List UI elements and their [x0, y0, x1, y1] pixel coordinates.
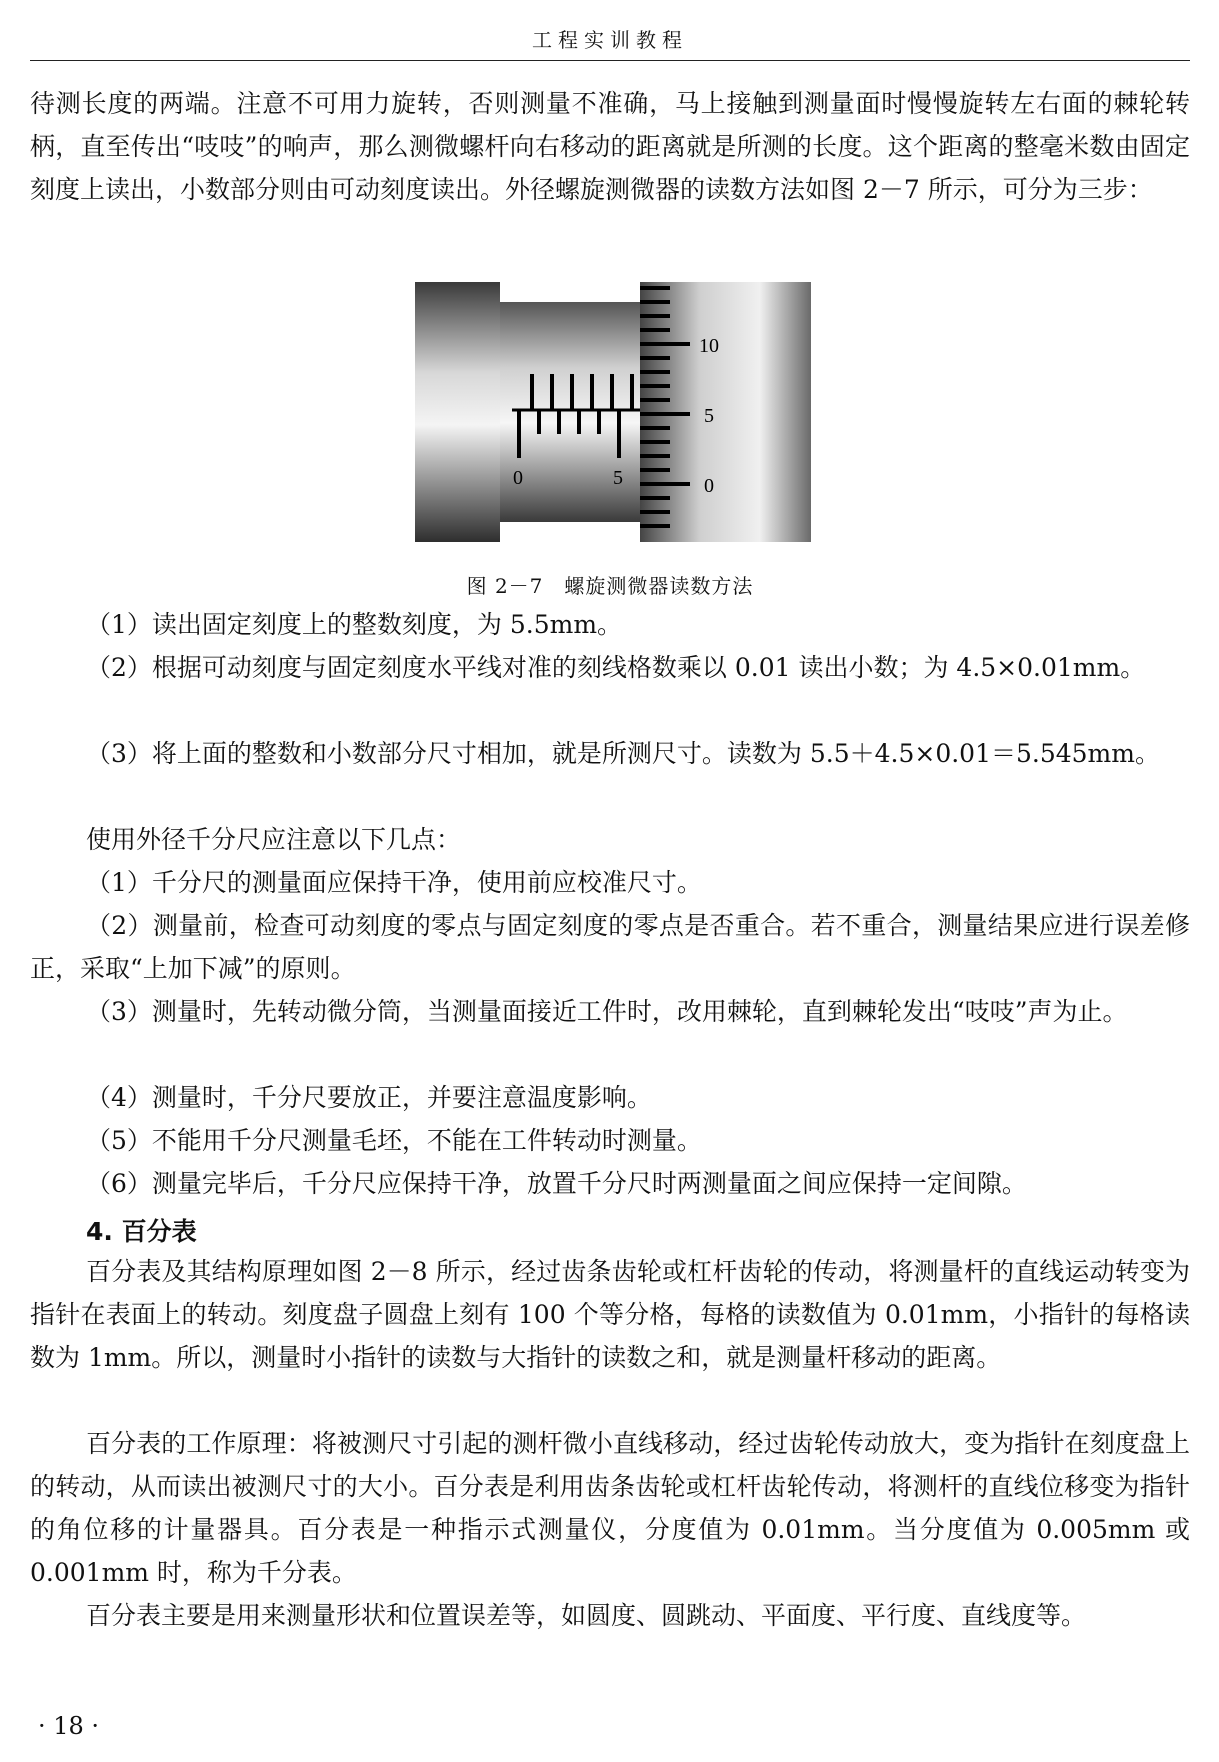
sleeve-label-0: 0 — [513, 467, 523, 489]
note-5: （5）不能用千分尺测量毛坯，不能在工件转动时测量。 — [86, 1126, 702, 1155]
sleeve-label-5: 5 — [613, 467, 623, 489]
note-2: （2）测量前，检查可动刻度的零点与固定刻度的零点是否重合。若不重合，测量结果应进行误差修正，采取“上加下减”的原则。 — [30, 911, 1190, 983]
notes-intro: 使用外径千分尺应注意以下几点： — [86, 825, 462, 854]
paragraph-dial-indicator-uses: 百分表主要是用来测量形状和位置误差等，如圆度、圆跳动、平面度、平行度、直线度等。 — [86, 1601, 1087, 1630]
thimble-label-5: 5 — [704, 405, 714, 427]
page-number: · 18 · — [38, 1712, 100, 1740]
note-6: （6）测量完毕后，千分尺应保持干净，放置千分尺时两测量面之间应保持一定间隙。 — [86, 1169, 1027, 1198]
paragraph-intro: 待测长度的两端。注意不可用力旋转，否则测量不准确，马上接触到测量面时慢慢旋转左右面的棘轮转柄，直至传出“吱吱”的响声，那么测微螺杆向右移动的距离就是所测的长度。这个距离的整毫米数由固定刻度上读出，小数部分则由可动刻度读出。外径螺旋测微器的读数方法如图 2－7 所示，可分为三步： — [30, 89, 1190, 204]
thimble-label-10: 10 — [699, 335, 719, 357]
paragraph-dial-indicator-structure: 百分表及其结构原理如图 2－8 所示，经过齿条齿轮或杠杆齿轮的传动，将测量杆的直线运动转变为指针在表面上的转动。刻度盘子圆盘上刻有 100 个等分格，每格的读数值为 0.01mm，小指针的每格读数为 1mm。所以，测量时小指针的读数与大指针的读数之和，就是测量杆移动的距离。 — [30, 1257, 1190, 1372]
step-2: （2）根据可动刻度与固定刻度水平线对准的刻线格数乘以 0.01 读出小数；为 4.5×0.01mm。 — [86, 653, 1146, 682]
note-1: （1）千分尺的测量面应保持干净，使用前应校准尺寸。 — [86, 868, 702, 897]
thimble-label-0: 0 — [704, 475, 714, 497]
step-1: （1）读出固定刻度上的整数刻度，为 5.5mm。 — [86, 610, 623, 639]
paragraph-dial-indicator-principle: 百分表的工作原理：将被测尺寸引起的测杆微小直线移动，经过齿轮传动放大，变为指针在刻度盘上的转动，从而读出被测尺寸的大小。百分表是利用齿条齿轮或杠杆齿轮传动，将测杆的直线位移变为指针的角位移的计量器具。百分表是一种指示式测量仪，分度值为 0.01mm。当分度值为 0.005mm 或 0.001mm 时，称为千分表。 — [30, 1429, 1190, 1587]
section-heading-dial-indicator: 4. 百分表 — [86, 1217, 197, 1246]
figure-caption: 图 2－7 螺旋测微器读数方法 — [466, 574, 754, 598]
step-3: （3）将上面的整数和小数部分尺寸相加，就是所测尺寸。读数为 5.5＋4.5×0.01＝5.545mm。 — [86, 739, 1160, 768]
anvil-frame — [415, 282, 500, 542]
micrometer-figure — [415, 282, 811, 542]
running-header: 工程实训教程 — [532, 28, 688, 52]
note-3: （3）测量时，先转动微分筒，当测量面接近工件时，改用棘轮，直到棘轮发出“吱吱”声为止。 — [86, 997, 1128, 1026]
header-rule — [30, 60, 1190, 61]
note-4: （4）测量时，千分尺要放正，并要注意温度影响。 — [86, 1083, 652, 1112]
